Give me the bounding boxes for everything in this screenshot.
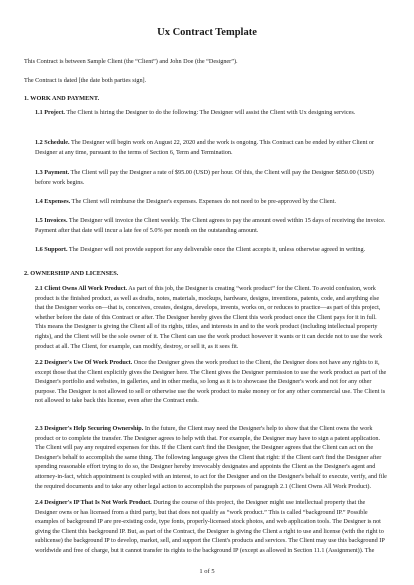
intro-parties: This Contract is between Sample Client (the “Client”) and John Doe (the “Designer”). bbox=[24, 58, 238, 65]
clause-text: The Client will reimburse the Designer's expenses. Expenses do not need to be pre-approved by the Client. bbox=[70, 198, 337, 205]
clause-1-6 bbox=[35, 245, 389, 255]
clause-text: The Designer will invoice the Client weekly. The Client agrees to pay the amount owed within 15 days of receiving the invoice. Payment after that date will incur a late fee of 5.0% per month on the outstanding amount. bbox=[35, 217, 386, 234]
intro-date: The Contract is dated [the date both parties sign]. bbox=[24, 77, 147, 84]
clause-1-2 bbox=[35, 138, 389, 157]
clause-text: The Client is hiring the Designer to do the following: The Designer will assist the Client with Ux designing services. bbox=[64, 109, 356, 116]
clause-label: 1.5 Invoices. bbox=[35, 217, 68, 224]
page-number: 1 of 5 bbox=[199, 568, 215, 575]
clause-text: During the course of this project, the Designer might use intellectual property that the Designer owns or has licensed from a third party, but that does not qualify as “work product.” This is called “background IP.” Possible examples of background IP are pre-existing code, type fonts, properly-licensed stock photos, and web application tools. The Designer is not giving the Client this background IP. But, as part of the Contract, the Designer is giving the Client a right to use and license (with the right to sublicense) the background IP to develop, market, sell, and support the Client's products and services. The Client may use this background IP worldwide and free of charge, but it cannot transfer its rights to the background IP (except as allowed in Section 11.1 (Assignment)). The bbox=[35, 499, 385, 554]
clause-label: 2.1 Client Owns All Work Product. bbox=[35, 285, 128, 292]
clause-label: 1.3 Payment. bbox=[35, 169, 70, 176]
section-2-heading: 2. OWNERSHIP AND LICENSES. bbox=[24, 270, 119, 277]
clause-label: 1.1 Project. bbox=[35, 109, 65, 116]
clause-text: The Client will pay the Designer a rate of $95.00 (USD) per hour. Of this, the Client will pay the Designer $850.00 (USD) before work begins. bbox=[35, 169, 374, 186]
clause-2-3 bbox=[35, 424, 389, 491]
clause-label: 2.2 Designer's Use Of Work Product. bbox=[35, 359, 133, 366]
clause-text: As part of this job, the Designer is creating “work product” for the Client. To avoid confusion, work product is the finished product, as well as drafts, notes, materials, mockups, hardware, designs, inventions, patents, code, and anything else that the Designer works on—that is, conceives, creates, designs, develops, invents, works on, or reduces to practice—as part of this project, whether before the date of this Contract or after. The Designer hereby gives the Client this work product once the Client pays for it in full. This means the Designer is giving the Client all of its rights, titles, and interests in and to the work product (including intellectual property rights), and the Client will be the sole owner of it. The Client can use the work product however it wants or it can decide not to use the work product at all. The Client, for example, can modify, destroy, or sell it, as it sees fit. bbox=[35, 285, 383, 350]
clause-label: 1.2 Schedule. bbox=[35, 139, 70, 146]
clause-1-4 bbox=[35, 197, 389, 207]
clause-label: 1.4 Expenses. bbox=[35, 198, 71, 205]
clause-text: The Designer will begin work on August 22, 2020 and the work is ongoing. This Contract can be ended by either Client or Designer at any time, pursuant to the terms of Section 6, Term and Termination. bbox=[35, 139, 375, 156]
clause-label: 1.6 Support. bbox=[35, 246, 68, 253]
clause-2-1 bbox=[35, 284, 389, 351]
clause-label: 2.3 Designer's Help Securing Ownership. bbox=[35, 425, 144, 432]
clause-2-2 bbox=[35, 358, 389, 406]
section-1-heading: 1. WORK AND PAYMENT. bbox=[24, 95, 100, 102]
clause-1-5 bbox=[35, 216, 389, 235]
clause-text: In the future, the Client may need the Designer's help to show that the Client owns the work product or to complete the transfer. The Designer agrees to help with that. For example, the Designer may have to sign a patent application. The Client will pay any required expenses for this. If the Client can't find the Designer, the Designer agrees that the Client can act on the Designer's behalf to accomplish the same thing. The following language gives the Client that right: if the Client can't find the Designer after spending reasonable effort trying to do so, the Designer hereby irrevocably designates and appoints the Client as the Designer's agent and attorney-in-fact, which appointment is coupled with an interest, to act for the Designer and on the Designer's behalf to execute, verify, and file the required documents and to take any other legal action to accomplish the purposes of paragraph 2.1 (Client Owns All Work Product). bbox=[35, 425, 387, 490]
document-title: Ux Contract Template bbox=[157, 27, 257, 38]
clause-1-1 bbox=[35, 108, 389, 118]
clause-1-3 bbox=[35, 168, 389, 187]
clause-text: Once the Designer gives the work product to the Client, the Designer does not have any rights to it, except those that the Client explicitly gives the Designer here. The Client gives the Designer permission to use the work product as part of the Designer's portfolio and websites, in galleries, and in other media, so long as it is to showcase the Designer's work and not for any other purpose. The Designer is not allowed to sell or otherwise use the work product to make money or for any other commercial use. The Client is not allowed to take back this license, even after the Contract ends. bbox=[35, 359, 387, 405]
clause-text: The Designer will not provide support for any deliverable once the Client accepts it, unless otherwise agreed in writing. bbox=[67, 246, 366, 253]
clause-2-4 bbox=[35, 498, 389, 556]
clause-label: 2.4 Designer's IP That Is Not Work Product. bbox=[35, 499, 152, 506]
